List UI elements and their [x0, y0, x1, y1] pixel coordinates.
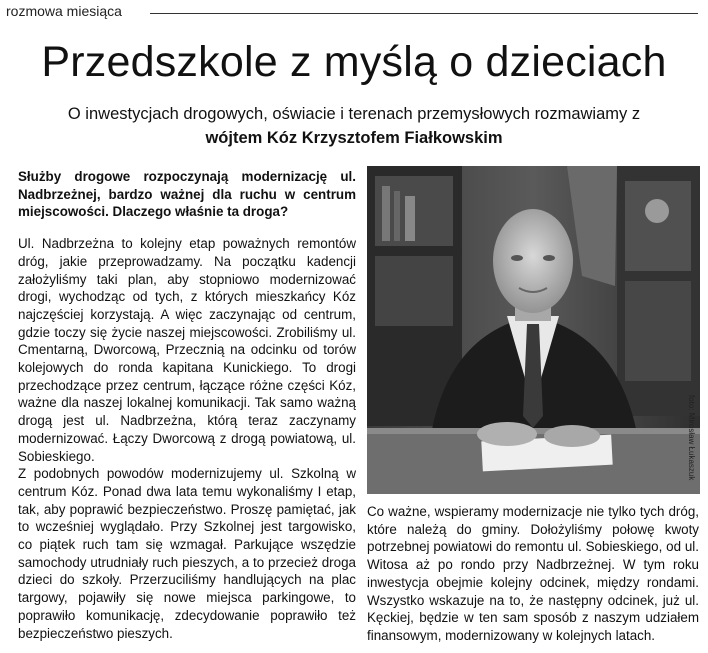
section-rule	[150, 13, 698, 14]
interview-question: Służby drogowe rozpoczynają modernizację ul. Nadbrzeżnej, bardzo ważnej dla ruchu w centrum miejscowości. Dlaczego właśnie ta droga?	[18, 169, 356, 220]
portrait-photo-illustration	[367, 166, 700, 494]
subtitle-interviewee: wójtem Kóz Krzysztofem Fiałkowskim	[205, 129, 503, 147]
interview-photo	[367, 166, 700, 494]
answer-paragraph-1: Ul. Nadbrzeżna to kolejny etap poważnych remontów dróg, jakie przeprowadzamy. Na początku kadencji założyliśmy taki plan, aby stopniowo modernizować drogi, wychodząc od tych, z których mieszkańcy Kóz najczęściej korzystają. A więc zaczynając od centrum, gdzie toczy się życie naszej miejscowości. Zrobiliśmy ul. Cmentarną, Dworcową, Przecznią na odcinku od torów kolejowych do ronda kapitana Kunickiego. To drogi przechodzące przez centrum, łączące różne części Kóz, ważne dla naszej lokalnej komunikacji. Tak samo ważną drogą jest ul. Nadbrzeżna, którą teraz zaczynamy modernizować. Łączy Dworcową z drogą powiatową, ul. Sobieskiego.	[18, 236, 356, 464]
right-column	[367, 503, 699, 645]
answer-paragraph-2: Z podobnych powodów modernizujemy ul. Szkolną w centrum Kóz. Ponad dwa lata temu wykonaliśmy I etap, tak, aby poprawić bezpieczeństwo. Proszę pamiętać, jak to wcześniej wyglądało. Przy Szkolnej jest targowisko, co piątek ruch tam się wzmagał. Parkujące wszędzie samochody utrudniały ruch pieszych, a to przecież droga dzieci do szkoły. Przerzuciliśmy handlujących na plac targowy, pojawiły się nowe miejsca parkingowe, to poprawiło komunikację, zdecydowanie poprawiło też bezpieczeństwo pieszych.	[18, 466, 356, 641]
article-headline: Przedszkole z myślą o dzieciach	[41, 38, 667, 86]
article-subtitle	[0, 102, 708, 150]
interview-answer	[18, 235, 356, 642]
answer-paragraph-3: Co ważne, wspieramy modernizacje nie tylko tych dróg, które należą do gminy. Dołożyliśmy połowę kwoty potrzebnej powiatowi do remontu ul. Sobieskiego, od ul. Witosa aż po rondo przy Nadbrzeżnej. W tym roku inwestycja obejmie kolejny odcinek, między rondami. Wszystko wskazuje na to, że następny odcinek, już ul. Kęckiej, będzie w ten sam sposób z naszym udziałem finansowym, modernizowany w kolejnych latach.	[367, 504, 699, 643]
left-column	[18, 168, 356, 642]
subtitle-intro: O inwestycjach drogowych, oświacie i terenach przemysłowych rozmawiamy z	[67, 105, 641, 123]
section-label: rozmowa miesiąca	[6, 3, 122, 19]
photo-credit: foto: Mirosław Łukaszuk	[687, 395, 696, 481]
